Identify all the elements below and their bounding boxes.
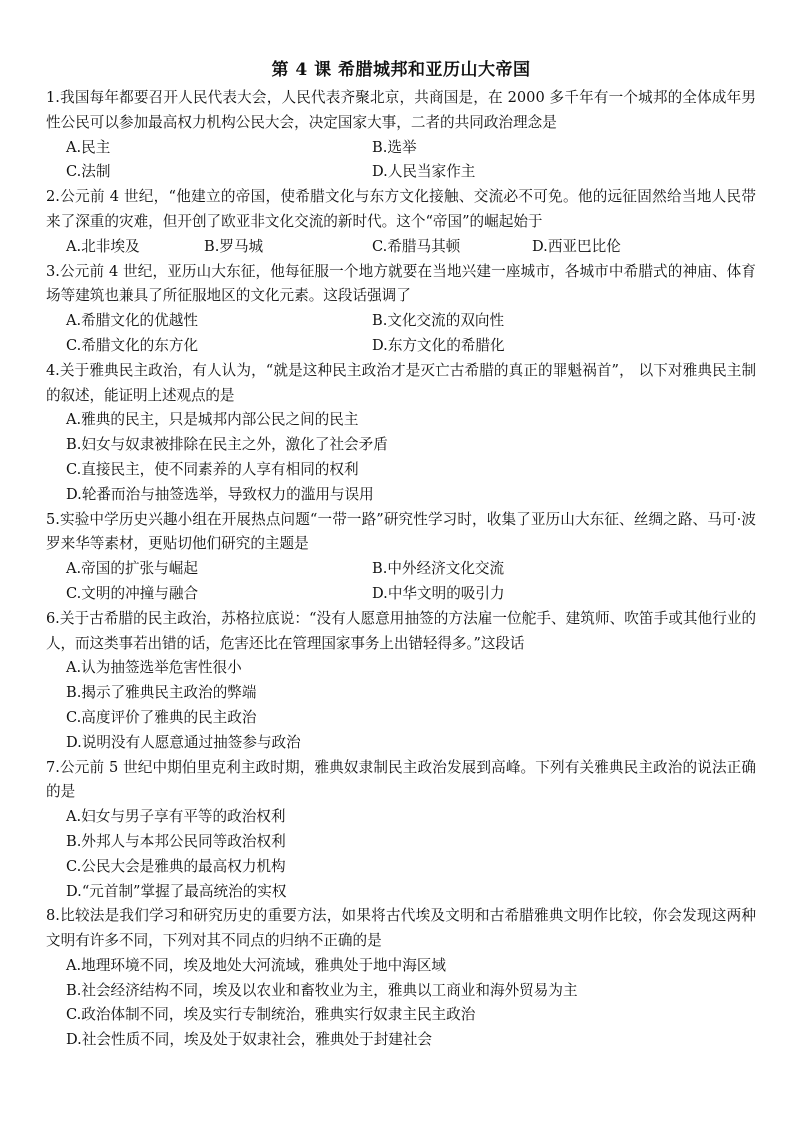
option-c: C.高度评价了雅典的民主政治 bbox=[66, 708, 257, 726]
option-d: D.社会性质不同，埃及处于奴隶社会，雅典处于封建社会 bbox=[66, 1031, 433, 1049]
option-c: C.公民大会是雅典的最高权力机构 bbox=[66, 857, 286, 875]
question-5 bbox=[46, 508, 756, 607]
question-1 bbox=[46, 86, 756, 185]
question-8 bbox=[46, 904, 756, 1053]
question-stem: 8.比较法是我们学习和研究历史的重要方法，如果将古代埃及文明和古希腊雅典文明作比较，你会发现这两种文明有许多不同，下列对其不同点的归纳不正确的是 bbox=[46, 907, 756, 950]
question-stem: 4.关于雅典民主政治，有人认为，“就是这种民主政治才是灭亡古希腊的真正的罪魁祸首”， 以下对雅典民主制的叙述，能证明上述观点的是 bbox=[46, 361, 756, 404]
option-c: C.直接民主，使不同素养的人享有相同的权利 bbox=[66, 460, 359, 478]
question-stem: 3.公元前 4 世纪，亚历山大东征，他每征服一个地方就要在当地兴建一座城市，各城市中希腊式的神庙、体育场等建筑也兼具了所征服地区的文化元素。这段话强调了 bbox=[46, 262, 756, 305]
option-c: C.文明的冲撞与融合 bbox=[66, 584, 199, 602]
option-b: B.外邦人与本邦公民同等政治权利 bbox=[66, 832, 286, 850]
option-a: A.民主 bbox=[66, 138, 111, 156]
option-b: B.揭示了雅典民主政治的弊端 bbox=[66, 684, 257, 702]
option-d: D.说明没有人愿意通过抽签参与政治 bbox=[66, 733, 301, 751]
options bbox=[46, 235, 756, 260]
options bbox=[46, 557, 756, 607]
question-stem: 2.公元前 4 世纪，“他建立的帝国，使希腊文化与东方文化接触、交流必不可免。他的远征固然给当地人民带来了深重的灾难，但开创了欧亚非文化交流的新时代。这个“帝国”的崛起始于 bbox=[46, 188, 756, 230]
question-3 bbox=[46, 260, 756, 359]
option-c: C.希腊马其顿 bbox=[372, 237, 461, 255]
option-d: D.“元首制”掌握了最高统治的实权 bbox=[66, 882, 287, 900]
option-b: B.妇女与奴隶被排除在民主之外，激化了社会矛盾 bbox=[66, 436, 388, 454]
page-title: 第 4 课 希腊城邦和亚历山大帝国 bbox=[271, 60, 531, 80]
question-4 bbox=[46, 359, 756, 508]
question-stem: 7.公元前 5 世纪中期伯里克利主政时期，雅典奴隶制民主政治发展到高峰。下列有关雅典民主政治的说法正确的是 bbox=[46, 758, 756, 801]
options bbox=[46, 805, 756, 904]
options bbox=[46, 408, 756, 507]
option-b: B.罗马城 bbox=[204, 237, 264, 255]
option-a: A.雅典的民主，只是城邦内部公民之间的民主 bbox=[66, 411, 359, 429]
option-d: D.人民当家作主 bbox=[372, 163, 476, 181]
option-a: A.妇女与男子享有平等的政治权利 bbox=[66, 808, 286, 826]
worksheet-page bbox=[46, 58, 756, 1053]
question-stem: 5.实验中学历史兴趣小组在开展热点问题“一带一路”研究性学习时，收集了亚历山大东征、丝绸之路、马可·波罗来华等素材，更贴切他们研究的主题是 bbox=[46, 510, 756, 553]
option-a: A.地理环境不同，埃及地处大河流域，雅典处于地中海区域 bbox=[66, 956, 447, 974]
question-6 bbox=[46, 607, 756, 756]
option-d: D.西亚巴比伦 bbox=[532, 237, 621, 255]
option-c: C.政治体制不同，埃及实行专制统治，雅典实行奴隶主民主政治 bbox=[66, 1006, 476, 1024]
option-d: D.东方文化的希腊化 bbox=[372, 336, 505, 354]
option-d: D.中华文明的吸引力 bbox=[372, 584, 505, 602]
question-2 bbox=[46, 185, 756, 259]
option-c: C.法制 bbox=[66, 163, 111, 181]
option-a: A.希腊文化的优越性 bbox=[66, 312, 198, 330]
options bbox=[46, 656, 756, 755]
question-stem: 1.我国每年都要召开人民代表大会，人民代表齐聚北京，共商国是，在 2000 多千年有一个城邦的全体成年男性公民可以参加最高权力机构公民大会，决定国家大事，二者的共同政治理念是 bbox=[46, 89, 756, 131]
option-c: C.希腊文化的东方化 bbox=[66, 336, 199, 354]
option-d: D.轮番而治与抽签选举，导致权力的滥用与误用 bbox=[66, 485, 374, 503]
options bbox=[46, 136, 756, 186]
option-b: B.中外经济文化交流 bbox=[372, 560, 505, 578]
option-a: A.认为抽签选举危害性很小 bbox=[66, 659, 242, 677]
question-7 bbox=[46, 756, 756, 905]
option-a: A.北非埃及 bbox=[66, 237, 140, 255]
options bbox=[46, 309, 756, 359]
option-a: A.帝国的扩张与崛起 bbox=[66, 560, 198, 578]
question-stem: 6.关于古希腊的民主政治，苏格拉底说：“没有人愿意用抽签的方法雇一位舵手、建筑师、吹笛手或其他行业的人，而这类事若出错的话，危害还比在管理国家事务上出错轻得多。”这段话 bbox=[46, 609, 756, 652]
options bbox=[46, 954, 756, 1053]
option-b: B.选举 bbox=[372, 138, 417, 156]
option-b: B.文化交流的双向性 bbox=[372, 312, 505, 330]
option-b: B.社会经济结构不同，埃及以农业和畜牧业为主，雅典以工商业和海外贸易为主 bbox=[66, 981, 578, 999]
